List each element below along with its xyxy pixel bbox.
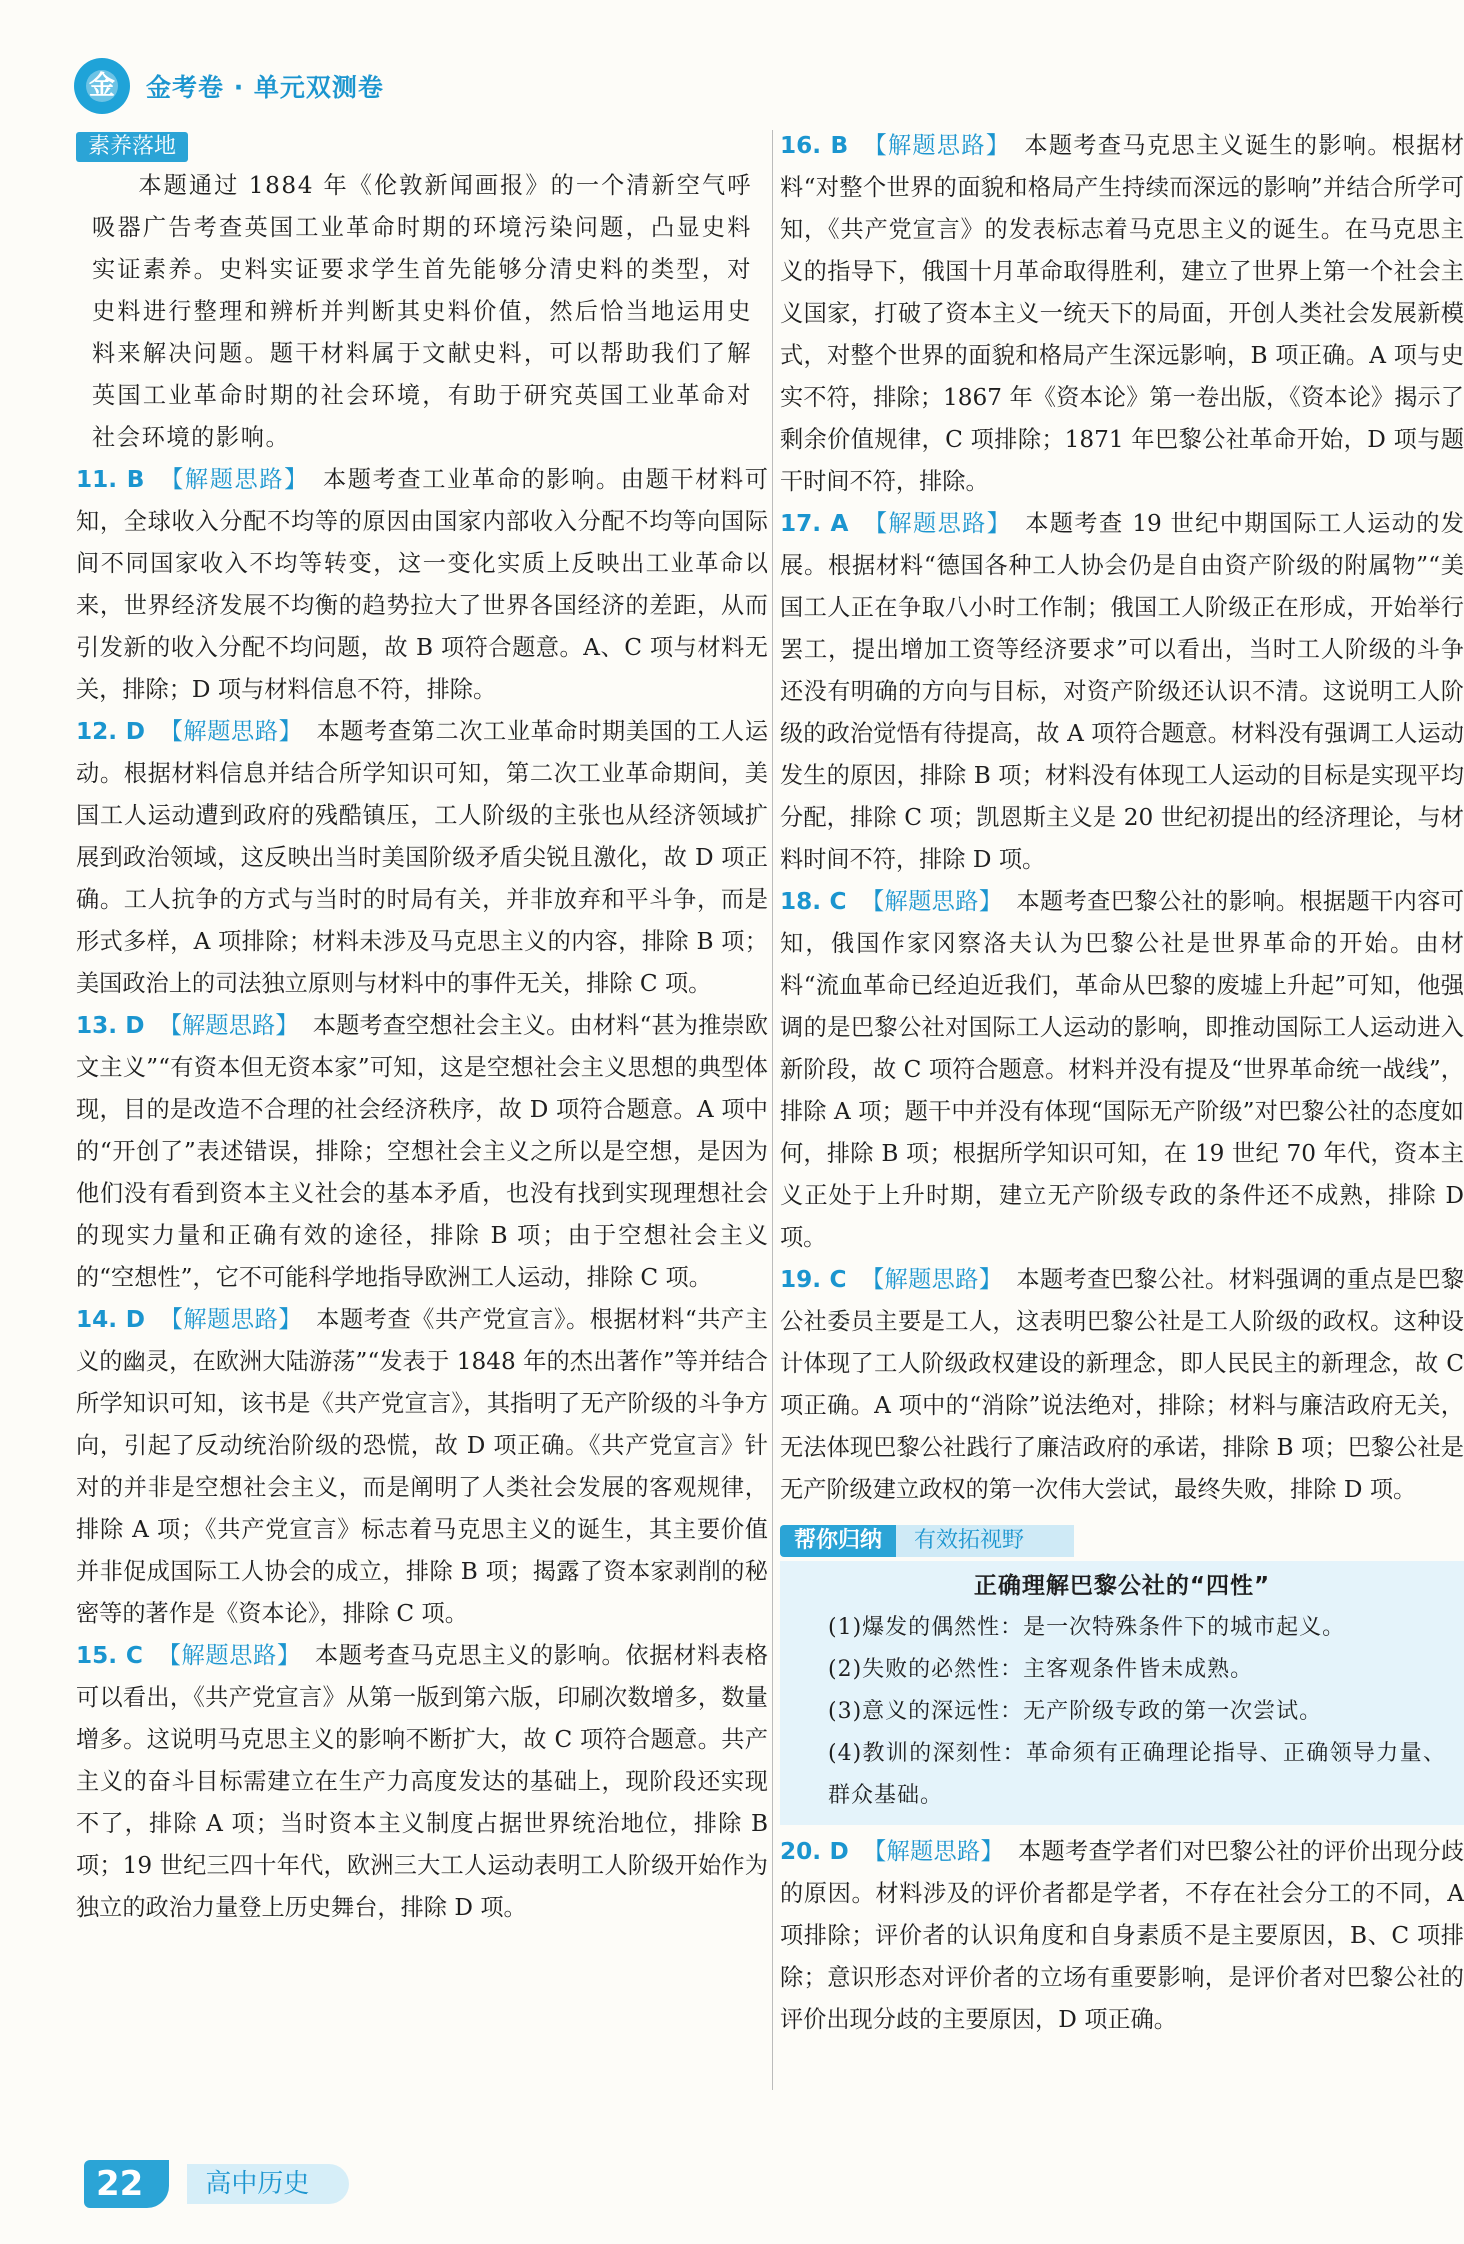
page-header bbox=[74, 56, 384, 116]
answer-item-12: 12. D 【解题思路】 本题考查第二次工业革命时期美国的工人运动。根据材料信息并结合所学知识可知，第二次工业革命期间，美国工人运动遭到政府的残酷镇压，工人阶级的主张也从经济领域扩展到政治领域，这反映出当时美国阶级矛盾尖锐且激化，故 D 项正确。工人抗争的方式与当时的时局有关，并非放弃和平斗争，而是形式多样，A 项排除；材料未涉及马克思主义的内容，排除 B 项；美国政治上的司法独立原则与材料中的事件无关，排除 C 项。 bbox=[76, 718, 769, 997]
summary-subtag: 有效拓视野 bbox=[896, 1525, 1074, 1557]
left-column bbox=[76, 125, 768, 1929]
literacy-paragraph: 本题通过 1884 年《伦敦新闻画报》的一个清新空气呼吸器广告考查英国工业革命时期的环境污染问题，凸显史料实证素养。史料实证要求学生首先能够分清史料的类型，对史料进行整理和辨析并判断其史料价值，然后恰当地运用史料来解决问题。题干材料属于文献史料，可以帮助我们了解英国工业革命时期的社会环境，有助于研究英国工业革命对社会环境的影响。 bbox=[92, 172, 752, 451]
summary-item: (2)失败的必然性：主客观条件皆未成熟。 bbox=[828, 1657, 1254, 1682]
summary-box-body bbox=[780, 1561, 1464, 1825]
summary-title: 正确理解巴黎公社的“四性” bbox=[973, 1573, 1271, 1599]
summary-item: (4)教训的深刻性：革命须有正确理论指导、正确领导力量、群众基础。 bbox=[828, 1741, 1446, 1808]
answer-item-17: 17. A 【解题思路】 本题考查 19 世纪中期国际工人运动的发展。根据材料“德国各种工人协会仍是自由资产阶级的附属物”“美国工人正在争取八小时工作制；俄国工人阶级正在形成，开始举行罢工，提出增加工资等经济要求”可以看出，当时工人阶级的斗争还没有明确的方向与目标，对资产阶级还认识不清。这说明工人阶级的政治觉悟有待提高，故 A 项符合题意。材料没有强调工人运动发生的原因，排除 B 项；材料没有体现工人运动的目标是实现平均分配，排除 C 项；凯恩斯主义是 20 世纪初提出的经济理论，与材料时间不符，排除 D 项。 bbox=[780, 510, 1464, 873]
summary-tag: 帮你归纳 bbox=[780, 1525, 896, 1557]
answer-item-16: 16. B 【解题思路】 本题考查马克思主义诞生的影响。根据材料“对整个世界的面貌和格局产生持续而深远的影响”并结合所学可知，《共产党宣言》的发表标志着马克思主义的诞生。在马克思主义的指导下，俄国十月革命取得胜利，建立了世界上第一个社会主义国家，打破了资本主义一统天下的局面，开创人类社会发展新模式，对整个世界的面貌和格局产生深远影响，B 项正确。A 项与史实不符，排除；1867 年《资本论》第一卷出版，《资本论》揭示了剩余价值规律，C 项排除；1871 年巴黎公社革命开始，D 项与题干时间不符，排除。 bbox=[780, 132, 1464, 495]
summary-item: (1)爆发的偶然性：是一次特殊条件下的城市起义。 bbox=[828, 1615, 1346, 1640]
answer-item-20: 20. D 【解题思路】 本题考查学者们对巴黎公社的评价出现分歧的原因。材料涉及的评价者都是学者，不存在社会分工的不同，A 项排除；评价者的认识角度和自身素质不是主要原因，B、C 项排除；意识形态对评价者的立场有重要影响，是评价者对巴黎公社的评价出现分歧的主要原因，D 项正确。 bbox=[780, 1838, 1464, 2033]
answer-item-15: 15. C 【解题思路】 本题考查马克思主义的影响。依据材料表格可以看出，《共产党宣言》从第一版到第六版，印刷次数增多，数量增多。这说明马克思主义的影响不断扩大，故 C 项符合题意。共产主义的奋斗目标需建立在生产力高度发达的基础上，现阶段还实现不了，排除 A 项；当时资本主义制度占据世界统治地位，排除 B 项；19 世纪三四十年代，欧洲三大工人运动表明工人阶级开始作为独立的政治力量登上历史舞台，排除 D 项。 bbox=[76, 1642, 769, 1921]
page-number: 22 bbox=[84, 2160, 169, 2208]
answer-item-18: 18. C 【解题思路】 本题考查巴黎公社的影响。根据题干内容可知，俄国作家冈察洛夫认为巴黎公社是世界革命的开始。由材料“流血革命已经迫近我们，革命从巴黎的废墟上升起”可知，他强调的是巴黎公社对国际工人运动的影响，即推动国际工人运动进入新阶段，故 C 项符合题意。材料并没有提及“世界革命统一战线”，排除 A 项；题干中并没有体现“国际无产阶级”对巴黎公社的态度如何，排除 B 项；根据所学知识可知，在 19 世纪 70 年代，资本主义正处于上升时期，建立无产阶级专政的条件还不成熟，排除 D 项。 bbox=[780, 888, 1464, 1251]
brand-title: 金考卷 · 单元双测卷 bbox=[146, 73, 384, 102]
answer-item-19: 19. C 【解题思路】 本题考查巴黎公社。材料强调的重点是巴黎公社委员主要是工人，这表明巴黎公社是工人阶级的政权。这种设计体现了工人阶级政权建设的新理念，即人民民主的新理念，故 C 项正确。A 项中的“消除”说法绝对，排除；材料与廉洁政府无关，无法体现巴黎公社践行了廉洁政府的承诺，排除 B 项；巴黎公社是无产阶级建立政权的第一次伟大尝试，最终失败，排除 D 项。 bbox=[780, 1266, 1464, 1503]
literacy-tag: 素养落地 bbox=[76, 132, 188, 162]
answer-item-13: 13. D 【解题思路】 本题考查空想社会主义。由材料“甚为推崇欧文主义”“有资本但无资本家”可知，这是空想社会主义思想的典型体现，目的是改造不合理的社会经济秩序，故 D 项符合题意。A 项中的“开创了”表述错误，排除；空想社会主义之所以是空想，是因为他们没有看到资本主义社会的基本矛盾，也没有找到实现理想社会的现实力量和正确有效的途径，排除 B 项；由于空想社会主义的“空想性”，它不可能科学地指导欧洲工人运动，排除 C 项。 bbox=[76, 1012, 768, 1291]
right-column bbox=[780, 125, 1464, 2041]
column-divider bbox=[772, 130, 773, 2090]
subject-label: 高中历史 bbox=[187, 2164, 349, 2204]
brand-logo-icon: 金 bbox=[74, 58, 130, 114]
summary-item: (3)意义的深远性：无产阶级专政的第一次尝试。 bbox=[828, 1699, 1323, 1724]
answer-item-11: 11. B 【解题思路】 本题考查工业革命的影响。由题干材料可知，全球收入分配不均等的原因由国家内部收入分配不均等向国际间不同国家收入不均等转变，这一变化实质上反映出工业革命以来，世界经济发展不均衡的趋势拉大了世界各国经济的差距，从而引发新的收入分配不均问题，故 B 项符合题意。A、C 项与材料无关，排除；D 项与材料信息不符，排除。 bbox=[76, 466, 768, 703]
answer-item-14: 14. D 【解题思路】 本题考查《共产党宣言》。根据材料“共产主义的幽灵，在欧洲大陆游荡”“发表于 1848 年的杰出著作”等并结合所学知识可知，该书是《共产党宣言》，其指明了无产阶级的斗争方向，引起了反动统治阶级的恐慌，故 D 项正确。《共产党宣言》针对的并非是空想社会主义，而是阐明了人类社会发展的客观规律，排除 A 项；《共产党宣言》标志着马克思主义的诞生，其主要价值并非促成国际工人协会的成立，排除 B 项；揭露了资本家剥削的秘密等的著作是《资本论》，排除 C 项。 bbox=[76, 1306, 768, 1627]
page-footer bbox=[84, 2160, 349, 2208]
summary-box bbox=[780, 1521, 1464, 1825]
summary-box-header bbox=[780, 1521, 1464, 1561]
